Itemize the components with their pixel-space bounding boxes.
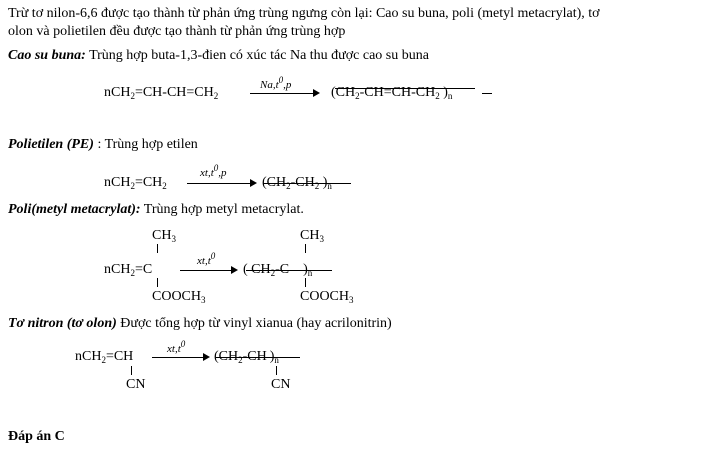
buna-desc: Trùng hợp buta-1,3-đien có xúc tác Na thu được cao su buna bbox=[89, 48, 429, 63]
pe-heading bbox=[8, 138, 198, 152]
olon-title: Tơ nitron (tơ olon) bbox=[8, 316, 117, 331]
pmma-reactant: nCH$_2$=C bbox=[104, 262, 153, 278]
buna-product: ($CH_2-CH=CH-CH_2$ )$_n$ bbox=[331, 85, 453, 101]
olon-strike bbox=[216, 357, 300, 358]
olon-condition: $xt,t^0$ bbox=[167, 339, 186, 355]
pmma-condition: $xt,t^0$ bbox=[197, 251, 216, 267]
buna-arrow bbox=[250, 93, 318, 94]
pmma-title: Poli(metyl metacrylat): bbox=[8, 202, 141, 217]
pe-product: ($CH_2-CH_2$ )$_n$ bbox=[262, 175, 332, 191]
pmma-bond-top-left bbox=[157, 244, 158, 253]
intro-line-1: Trừ tơ nilon-6,6 được tạo thành từ phản ứng trùng ngưng còn lại: Cao su buna, poli (metyl metacrylat), tơ bbox=[8, 6, 600, 21]
pmma-ch3-left: $CH_3$ bbox=[152, 228, 176, 244]
pmma-bond-bottom-left bbox=[157, 278, 158, 287]
olon-heading bbox=[8, 317, 392, 331]
pmma-strike bbox=[246, 270, 332, 271]
pe-arrow bbox=[187, 183, 255, 184]
pe-reactant: $nCH_2=CH_2$ bbox=[104, 175, 167, 191]
pmma-product: ( $CH_2-C$ )$_n$ bbox=[243, 262, 313, 278]
pe-desc: : Trùng hợp etilen bbox=[93, 137, 198, 152]
pe-title: Polietilen (PE) bbox=[8, 137, 94, 152]
pe-strike bbox=[263, 183, 351, 184]
olon-cn-left: CN bbox=[126, 377, 146, 392]
pmma-heading bbox=[8, 203, 304, 217]
buna-heading bbox=[8, 49, 429, 63]
buna-overbar bbox=[335, 88, 475, 89]
pmma-ch3-right: $CH_3$ bbox=[300, 228, 324, 244]
olon-reactant: nCH$_2$=CH bbox=[75, 349, 134, 365]
pmma-cooch3-right: $COOCH_3$ bbox=[300, 289, 354, 305]
olon-bond-left bbox=[131, 366, 132, 375]
pmma-bond-bottom-right bbox=[305, 278, 306, 287]
intro-line-2: olon và polietilen đều được tạo thành từ phản ứng trùng hợp bbox=[8, 24, 346, 39]
pe-condition: $xt,t^0,p$ bbox=[200, 163, 227, 179]
buna-condition: $Na,t^0,p$ bbox=[260, 75, 292, 91]
buna-reactant: $nCH_2=CH-CH=CH_2$ bbox=[104, 85, 219, 101]
pmma-desc: Trùng hợp metyl metacrylat. bbox=[140, 202, 304, 217]
pmma-bond-top-right bbox=[305, 244, 306, 253]
pmma-cooch3-left: $COOCH_3$ bbox=[152, 289, 206, 305]
pmma-arrow bbox=[180, 270, 236, 271]
olon-arrow bbox=[152, 357, 208, 358]
olon-desc: Được tổng hợp từ vinyl xianua (hay acrilonitrin) bbox=[116, 316, 392, 331]
olon-product: ($CH_2-CH$ )$_n$ bbox=[214, 349, 279, 365]
answer: Đáp án C bbox=[8, 429, 65, 444]
buna-title: Cao su buna: bbox=[8, 48, 86, 63]
olon-bond-right bbox=[276, 366, 277, 375]
buna-tail bbox=[482, 93, 492, 94]
olon-cn-right: CN bbox=[271, 377, 291, 392]
